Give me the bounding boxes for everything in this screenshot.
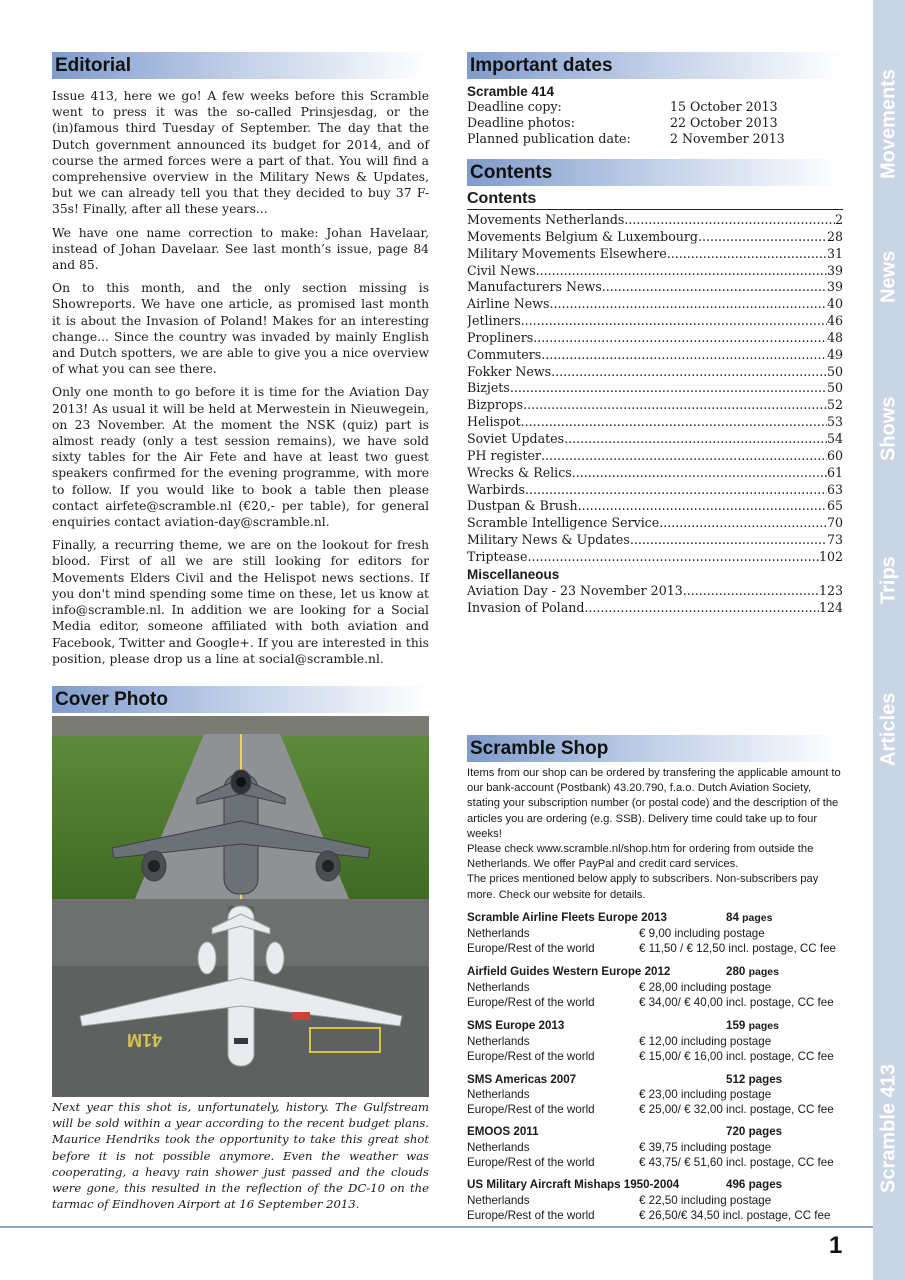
toc-entry-page: 63 — [826, 481, 843, 497]
toc-entry-title: Fokker News — [467, 363, 552, 379]
price-value: € 12,00 including postage — [639, 1034, 772, 1048]
sidebar-label-articles[interactable]: Articles — [877, 692, 900, 766]
price-value: € 39,75 including postage — [639, 1140, 772, 1154]
shop-intro-paragraph: Please check www.scramble.nl/shop.htm for ordering from outside the Netherlands. We offer PayPal and credit card services. — [467, 843, 814, 871]
toc-entry-title: Jetliners — [467, 313, 521, 329]
product-pages: 280 pages — [726, 964, 779, 978]
toc-entry-page: 49 — [826, 346, 843, 362]
toc-entry[interactable] — [467, 279, 843, 296]
important-dates-heading: Important dates — [467, 52, 843, 79]
price-value: € 26,50/€ 34,50 incl. postage, CC fee — [639, 1208, 831, 1222]
contents-block — [467, 189, 843, 616]
sidebar-label-trips[interactable]: Trips — [877, 556, 900, 604]
price-value: € 28,00 including postage — [639, 981, 772, 995]
toc-entry[interactable] — [467, 431, 843, 448]
sidebar-label-news[interactable]: News — [877, 250, 900, 304]
toc-leader-dots — [578, 498, 827, 515]
toc-entry-page: 73 — [826, 532, 843, 548]
editorial-paragraph: Issue 413, here we go! A few weeks before this Scramble went to press it was the so-called Prinsjesdag, or the (in)famous third Tuesday of September. The day that the Dutch government announced its budget for 2014, and of course the armed forces were a part of that. You will find a comprehensive overview in the Military News & Updates, but we can already tell you that they decided to buy 37 F-35s! Finally, after all these years... — [52, 89, 429, 217]
toc-entry-title: Movements Belgium & Luxembourg — [467, 228, 698, 244]
price-region: Netherlands — [467, 1034, 530, 1048]
toc-entry[interactable] — [467, 330, 843, 347]
toc-leader-dots — [683, 583, 819, 600]
price-region: Europe/Rest of the world — [467, 1155, 595, 1169]
dates-row: Deadline copy: 15 October 2013 — [467, 99, 778, 114]
toc-entry[interactable] — [467, 532, 843, 549]
toc-entry-page: 39 — [826, 262, 843, 278]
dates-row: Deadline photos: 22 October 2013 — [467, 115, 778, 131]
editorial-paragraph: Only one month to go before it is time for the Aviation Day 2013! As usual it will be held at Merwestein in Nieuwegein, on 23 November. At the moment the NSK (quiz) part is almost ready (only a test session remains), we have sold sixty tables for the Air Fete and have at least two guest speakers confirmed for the evening programme, with more to follow. If you would like to book a table then please contact airfete@scramble.nl (€20,- per table), for general enquiries contact aviation-day@scramble.nl. — [52, 385, 429, 530]
toc-entry[interactable] — [467, 313, 843, 330]
toc-entry-page: 31 — [826, 245, 843, 261]
editorial-heading: Editorial — [52, 52, 429, 79]
toc-leader-dots — [572, 465, 827, 482]
toc-entry[interactable] — [467, 296, 843, 313]
toc-entry[interactable] — [467, 448, 843, 465]
contents-subheading: Contents — [467, 189, 843, 210]
toc-leader-dots — [667, 246, 827, 263]
shop-product — [467, 1177, 843, 1223]
scramble-shop-heading: Scramble Shop — [467, 735, 843, 762]
toc-entry-title: Commuters — [467, 346, 542, 362]
toc-leader-dots — [525, 482, 827, 499]
product-title-row — [467, 910, 843, 926]
product-price-row — [467, 1140, 843, 1155]
product-title-row — [467, 1072, 843, 1087]
toc-entry[interactable] — [467, 583, 843, 600]
scramble-shop-block — [467, 766, 843, 1223]
toc-leader-dots — [533, 330, 827, 347]
toc-entry-page: 60 — [826, 447, 843, 463]
misc-list — [467, 583, 843, 617]
price-region: Europe/Rest of the world — [467, 942, 595, 956]
product-title-row — [467, 1018, 843, 1034]
product-title: SMS Americas 2007 — [467, 1072, 577, 1086]
shop-intro — [467, 766, 843, 903]
cover-photo-heading: Cover Photo — [52, 686, 429, 713]
product-pages: 159 pages — [726, 1018, 779, 1032]
toc-entry-title: Manufacturers News — [467, 279, 602, 295]
product-price-row — [467, 1049, 843, 1064]
price-region: Europe/Rest of the world — [467, 1208, 595, 1222]
product-pages: 720 pages — [726, 1125, 783, 1139]
toc-entry-title: Wrecks & Relics — [467, 464, 572, 480]
price-value: € 22,50 including postage — [639, 1193, 772, 1207]
toc-leader-dots — [521, 313, 827, 330]
important-dates-block — [467, 84, 843, 148]
shop-product — [467, 1124, 843, 1170]
toc-entry-title: Invasion of Poland — [467, 599, 585, 615]
product-list — [467, 910, 843, 1223]
toc-leader-dots — [551, 364, 827, 381]
toc-leader-dots — [564, 431, 827, 448]
toc-entry[interactable] — [467, 498, 843, 515]
miscellaneous-subheading: Miscellaneous — [467, 566, 560, 582]
cover-photo-illustration — [52, 716, 429, 1097]
toc-entry-title: Military News & Updates — [467, 532, 630, 548]
toc-entry[interactable] — [467, 212, 843, 229]
product-title-row — [467, 1177, 843, 1192]
section-sidebar — [873, 0, 905, 1280]
product-title: Scramble Airline Fleets Europe 2013 — [467, 910, 667, 924]
toc-entry-page: 48 — [826, 329, 843, 345]
price-value: € 23,00 including postage — [639, 1087, 772, 1101]
toc-entry[interactable] — [467, 549, 843, 566]
toc-entry-page: 2 — [834, 212, 843, 227]
editorial-paragraph: On to this month, and the only section missing is Showreports. We have one article, as promised last month it is about the Invasion of Poland! Makes for an interesting change... Since the country was invaded by mainly English and Dutch spotters, we are able to give you a nice overview of what you can see there. — [52, 281, 429, 377]
cover-photo-caption: Next year this shot is, unfortunately, history. The Gulfstream will be sold within a year according to the recent budget plans. Maurice Hendriks took the opportunity to take this great shot before it is not possible anymore. Even the weather was cooperating, a heavy rain shower just passed and the clouds were gone, this resulted in the reflection of the DC-10 on the tarmac of Eindhoven Airport at 16 September 2013. — [52, 1100, 429, 1212]
shop-intro-paragraph: Items from our shop can be ordered by transfering the applicable amount to our bank-account (Postbank) 43.20.790, f.a.o. Dutch Aviation Society, stating your subscription number (or postal code) and the description of the articles you are ordering (e.g. SSB). Delivery time could take up to four weeks! — [467, 767, 841, 840]
price-value: € 43,75/ € 51,60 incl. postage, CC fee — [639, 1155, 834, 1169]
toc-leader-dots — [602, 279, 827, 296]
toc-entry[interactable] — [467, 397, 843, 414]
dates-row: Planned publication date: 2 November 2013 — [467, 131, 785, 147]
footer-divider — [0, 1226, 873, 1228]
toc-leader-dots — [549, 296, 826, 313]
toc-leader-dots — [630, 532, 827, 549]
toc-leader-dots — [541, 448, 827, 465]
price-region: Europe/Rest of the world — [467, 1050, 595, 1064]
toc-entry-title: Airline News — [467, 296, 550, 312]
product-price-row — [467, 1102, 843, 1117]
page-number: 1 — [829, 1232, 843, 1259]
product-title: US Military Aircraft Mishaps 1950-2004 — [467, 1178, 680, 1192]
scramble-414-subheading: Scramble 414 — [467, 84, 555, 99]
editorial-body — [52, 88, 429, 674]
toc-entry[interactable] — [467, 380, 843, 397]
toc-entry[interactable] — [467, 515, 843, 532]
product-title: Airfield Guides Western Europe 2012 — [467, 964, 671, 978]
shop-product — [467, 1072, 843, 1118]
toc-entry[interactable] — [467, 246, 843, 263]
toc-entry-page: 70 — [826, 515, 843, 531]
toc-entry-title: Aviation Day - 23 November 2013 — [467, 582, 683, 598]
toc-entry-page: 40 — [826, 296, 843, 312]
toc-list — [467, 212, 843, 566]
toc-leader-dots — [659, 515, 827, 532]
shop-intro-paragraph: The prices mentioned below apply to subscribers. Non-subscribers pay more. Check our website for details. — [467, 873, 819, 901]
contents-heading: Contents — [467, 159, 843, 186]
price-value: € 25,00/ € 32,00 incl. postage, CC fee — [639, 1103, 834, 1117]
toc-entry-page: 52 — [826, 397, 843, 413]
product-price-row — [467, 1087, 843, 1102]
toc-leader-dots — [521, 414, 827, 431]
toc-leader-dots — [541, 347, 827, 364]
toc-entry-title: Triptease — [467, 548, 528, 564]
sidebar-label-movements[interactable]: Movements — [877, 68, 900, 180]
toc-entry-title: Dustpan & Brush — [467, 498, 578, 514]
toc-entry-title: Helispot — [467, 414, 521, 430]
product-title-row — [467, 964, 843, 980]
toc-entry-page: 28 — [826, 228, 843, 244]
toc-leader-dots — [536, 263, 827, 280]
editorial-paragraph: Finally, a recurring theme, we are on the lookout for fresh blood. First of all we are still looking for editors for Movements Elders Civil and the Helispot news sections. If you don't mind spending some time on these, let us know at info@scramble.nl. In addition we are looking for a Social Media editor, someone affiliated with both aviation and Facebook, Twitter and Google+. If you are interested in this position, please drop us a line at social@scramble.nl. — [52, 538, 429, 666]
toc-entry-page: 39 — [826, 279, 843, 295]
toc-entry[interactable] — [467, 414, 843, 431]
toc-leader-dots — [584, 600, 819, 617]
dates-table — [467, 99, 843, 148]
price-region: Netherlands — [467, 1087, 530, 1101]
product-price-row — [467, 1208, 843, 1223]
toc-entry[interactable] — [467, 263, 843, 280]
product-title: EMOOS 2011 — [467, 1125, 539, 1139]
toc-leader-dots — [510, 380, 827, 397]
toc-entry-page: 123 — [818, 582, 843, 598]
shop-product — [467, 910, 843, 957]
price-region: Netherlands — [467, 1193, 530, 1207]
shop-product — [467, 964, 843, 1011]
toc-entry-title: Warbirds — [467, 481, 526, 497]
toc-entry[interactable] — [467, 482, 843, 499]
sidebar-label-issue[interactable]: Scramble 413 — [877, 1064, 900, 1194]
product-price-row — [467, 1193, 843, 1208]
product-title-row — [467, 1124, 843, 1139]
toc-leader-dots — [698, 229, 827, 246]
toc-leader-dots — [527, 549, 819, 566]
toc-entry-page: 65 — [826, 498, 843, 514]
product-title: SMS Europe 2013 — [467, 1018, 565, 1032]
price-value: € 11,50 / € 12,50 incl. postage, CC fee — [639, 942, 837, 956]
toc-entry[interactable] — [467, 364, 843, 381]
toc-entry-title: Military Movements Elsewhere — [467, 245, 667, 261]
price-value: € 15,00/ € 16,00 incl. postage, CC fee — [639, 1050, 834, 1064]
toc-entry-title: Scramble Intelligence Service — [467, 515, 660, 531]
toc-entry-title: Bizprops — [467, 397, 524, 413]
toc-entry-page: 54 — [826, 430, 843, 446]
toc-entry-page: 124 — [818, 599, 843, 615]
product-price-row — [467, 926, 843, 941]
toc-entry-title: Propliners — [467, 329, 534, 345]
toc-entry-page: 53 — [826, 414, 843, 430]
product-pages: 496 pages — [726, 1178, 783, 1192]
toc-entry-title: Movements Netherlands — [467, 212, 625, 227]
toc-entry[interactable] — [467, 229, 843, 246]
toc-entry-title: Bizjets — [467, 380, 510, 396]
product-pages: 512 pages — [726, 1072, 783, 1086]
price-region: Europe/Rest of the world — [467, 1103, 595, 1117]
toc-entry-title: Civil News — [467, 262, 536, 278]
toc-entry-page: 46 — [826, 313, 843, 329]
shop-product — [467, 1018, 843, 1065]
price-region: Netherlands — [467, 1140, 530, 1154]
toc-leader-dots — [523, 397, 827, 414]
toc-entry-page: 102 — [818, 548, 843, 564]
price-region: Netherlands — [467, 927, 530, 941]
toc-entry-page: 50 — [826, 380, 843, 396]
editorial-paragraph: We have one name correction to make: Johan Havelaar, instead of Johan Davelaar. See last month’s issue, page 84 and 85. — [52, 225, 429, 273]
price-region: Europe/Rest of the world — [467, 996, 595, 1010]
toc-entry-title: PH register — [467, 447, 542, 463]
toc-entry-page: 61 — [826, 464, 843, 480]
toc-entry[interactable] — [467, 465, 843, 482]
product-price-row — [467, 1155, 843, 1170]
toc-entry-page: 50 — [826, 363, 843, 379]
price-region: Netherlands — [467, 981, 530, 995]
toc-leader-dots — [624, 212, 835, 229]
sidebar-label-shows[interactable]: Shows — [877, 396, 900, 462]
product-price-row — [467, 1034, 843, 1049]
toc-entry-title: Soviet Updates — [467, 430, 565, 446]
price-value: € 34,00/ € 40,00 incl. postage, CC fee — [639, 996, 834, 1010]
runway-marking-left: 41M — [126, 1030, 162, 1050]
price-value: € 9,00 including postage — [639, 927, 765, 941]
product-price-row — [467, 980, 843, 995]
product-price-row — [467, 995, 843, 1010]
product-price-row — [467, 941, 843, 956]
toc-entry[interactable] — [467, 347, 843, 364]
cover-photo — [52, 716, 429, 1097]
toc-entry[interactable] — [467, 600, 843, 617]
product-pages: 84 pages — [726, 910, 773, 924]
